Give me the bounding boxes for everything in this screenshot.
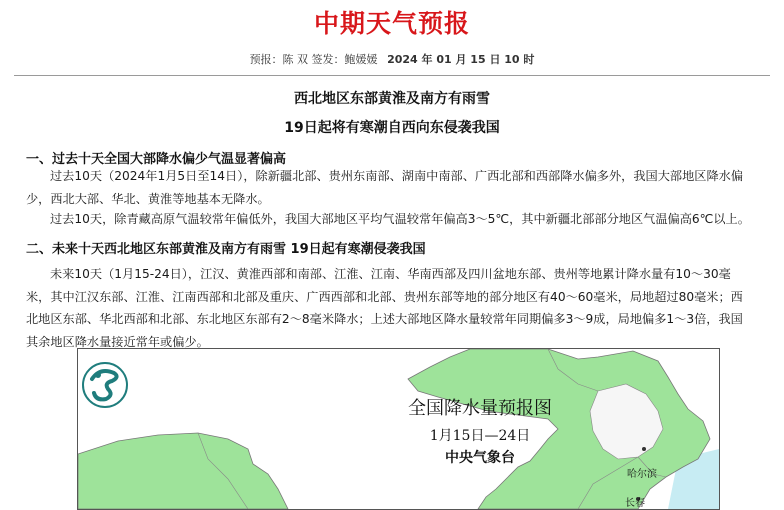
text-line: 过去10天（2024年1月5日至14日），除新疆北部、贵州东南部、湖南中南部、广西北部和西部降水偏多外，我国大部地区降水偏 <box>50 169 744 183</box>
section1-paragraph-1 <box>26 165 760 210</box>
map-title: 全国降水量预报图 <box>408 398 552 419</box>
map-period: 1月15日—24日 <box>429 428 531 444</box>
map-agency: 中央气象台 <box>445 450 515 466</box>
section1-heading: 一、过去十天全国大部降水偏少气温显著偏高 <box>26 152 287 167</box>
issue-date: 2024 年 01 月 15 日 10 时 <box>387 53 535 66</box>
page-title: 中期天气预报 <box>313 9 470 38</box>
text-line: 少，西北大部、华北、黄淮等地基本无降水。 <box>26 191 270 206</box>
headline-1: 西北地区东部黄淮及南方有雨雪 <box>294 91 490 107</box>
text-line: 其余地区降水量接近常年或偏少。 <box>26 334 209 349</box>
section2-paragraph <box>26 263 760 353</box>
byline <box>0 51 784 67</box>
author-signoff: 预报：陈 双 签发：鲍媛媛 <box>249 53 378 66</box>
section2-heading: 二、未来十天西北地区东部黄淮及南方有雨雪 19日起有寒潮侵袭我国 <box>26 242 426 257</box>
city-label-harbin: 哈尔滨 <box>627 469 657 480</box>
precipitation-map <box>77 348 720 510</box>
text-line: 米，其中江汉东部、江淮、江南西部和北部及重庆、广西西部和北部、贵州东部等地的部分地区有40～60毫米，局地超过80毫米；西 <box>26 289 743 304</box>
city-label-changchun: 长春 <box>625 498 645 509</box>
text-line: 北地区东部、华北西部和北部、东北地区东部有2～8毫米降水；上述大部地区降水量较常年同期偏多3～9成，局地偏多1～3倍，我国 <box>26 312 743 326</box>
western-land <box>78 433 288 509</box>
text-line: 未来10天（1月15-24日），江汉、黄淮西部和南部、江淮、江南、华南西部及四川盆地东部、贵州等地累计降水量有10～30毫 <box>50 267 731 281</box>
cma-logo-icon <box>83 363 127 407</box>
text-line: 过去10天，除青藏高原气温较常年偏低外，我国大部地区平均气温较常年偏高3～5℃，其中新疆北部部分地区气温偏高6℃以上。 <box>50 212 750 226</box>
divider <box>14 75 770 76</box>
section1-paragraph-2 <box>26 208 760 231</box>
headline-2: 19日起将有寒潮自西向东侵袭我国 <box>284 120 500 136</box>
